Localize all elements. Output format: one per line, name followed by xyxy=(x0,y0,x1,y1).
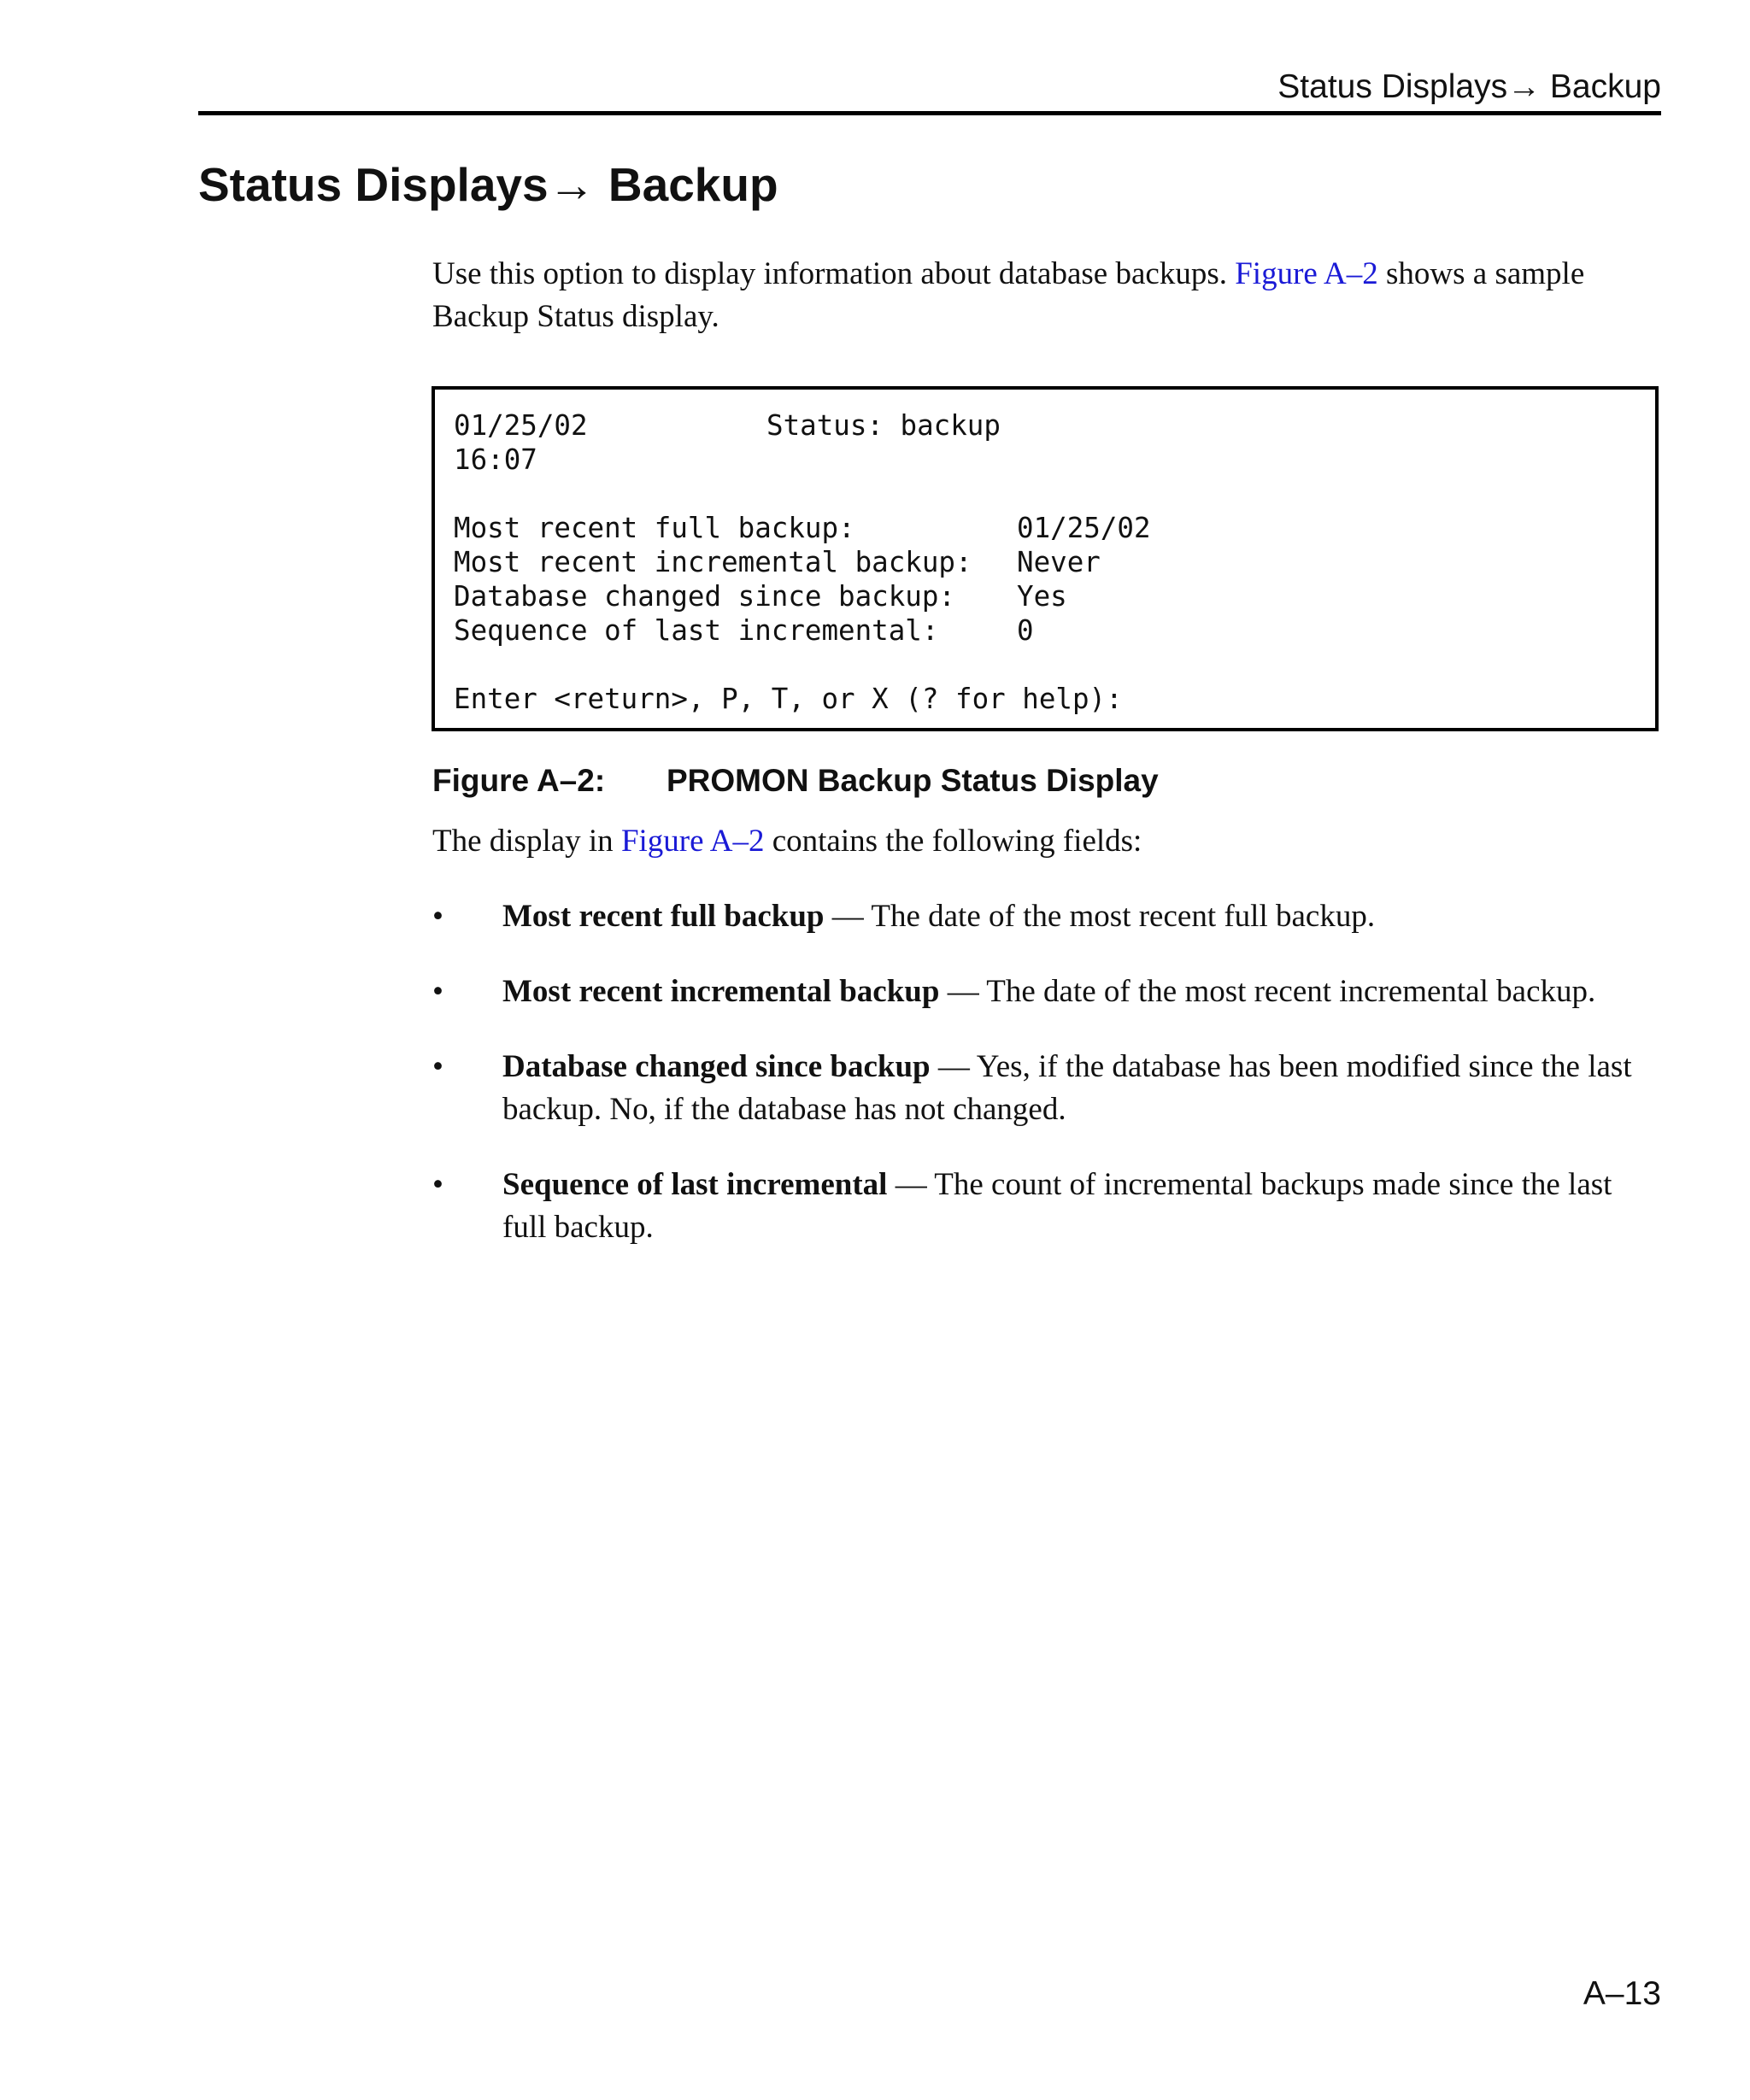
bullet-icon: • xyxy=(432,899,443,934)
field-term: Most recent full backup xyxy=(502,899,825,934)
bullet-text xyxy=(502,1164,1663,1249)
bullet-icon: • xyxy=(432,974,443,1009)
page-title: Status Displays→ Backup xyxy=(198,158,778,211)
terminal-prompt: Enter <return>, P, T, or X (? for help): xyxy=(454,683,1123,715)
terminal-display xyxy=(432,386,1659,731)
terminal-status: Status: backup xyxy=(766,409,1001,442)
field-term: Sequence of last incremental xyxy=(502,1167,888,1202)
terminal-row-label: Database changed since backup: xyxy=(454,580,955,613)
figure-link[interactable]: Figure A–2 xyxy=(1235,256,1378,291)
terminal-row-label: Most recent incremental backup: xyxy=(454,546,972,578)
terminal-row-value: Yes xyxy=(1017,580,1067,613)
fields-intro xyxy=(432,820,1142,863)
terminal-row-label: Most recent full backup: xyxy=(454,512,855,544)
field-description: — The date of the most recent full backup. xyxy=(824,899,1376,934)
fields-intro-text-end: contains the following fields: xyxy=(764,824,1142,859)
terminal-row-value: 01/25/02 xyxy=(1017,512,1151,544)
terminal-row-value: 0 xyxy=(1017,614,1034,647)
figure-link[interactable]: Figure A–2 xyxy=(620,824,765,859)
field-description: — The date of the most recent incremental backup. xyxy=(939,974,1596,1009)
field-description: — Yes, if the database has been modified since the last backup. No, if the database has not changed. xyxy=(502,1049,1632,1127)
figure-number: Figure A–2: xyxy=(432,763,606,798)
figure-title: PROMON Backup Status Display xyxy=(667,763,1159,798)
intro-text: Use this option to display information about database backups. xyxy=(432,256,1236,291)
fields-intro-text: The display in xyxy=(432,824,621,859)
field-description: — The count of incremental backups made since the last full backup. xyxy=(502,1167,1612,1245)
intro-paragraph xyxy=(432,253,1663,338)
running-header: Status Displays→ Backup xyxy=(1277,68,1661,105)
bullet-text xyxy=(502,971,1663,1013)
page-number: A–13 xyxy=(1583,1975,1661,2012)
header-rule xyxy=(198,111,1661,115)
terminal-time: 16:07 xyxy=(454,443,537,476)
bullet-text xyxy=(502,895,1663,938)
field-term: Database changed since backup xyxy=(502,1049,931,1084)
terminal-row-value: Never xyxy=(1017,546,1101,578)
field-term: Most recent incremental backup xyxy=(502,974,940,1009)
bullet-icon: • xyxy=(432,1167,443,1202)
terminal-row-label: Sequence of last incremental: xyxy=(454,614,939,647)
bullet-text xyxy=(502,1046,1663,1131)
terminal-date: 01/25/02 xyxy=(454,409,588,442)
intro-text-end: shows a sample Backup Status display. xyxy=(432,256,1585,334)
bullet-icon: • xyxy=(432,1049,443,1084)
